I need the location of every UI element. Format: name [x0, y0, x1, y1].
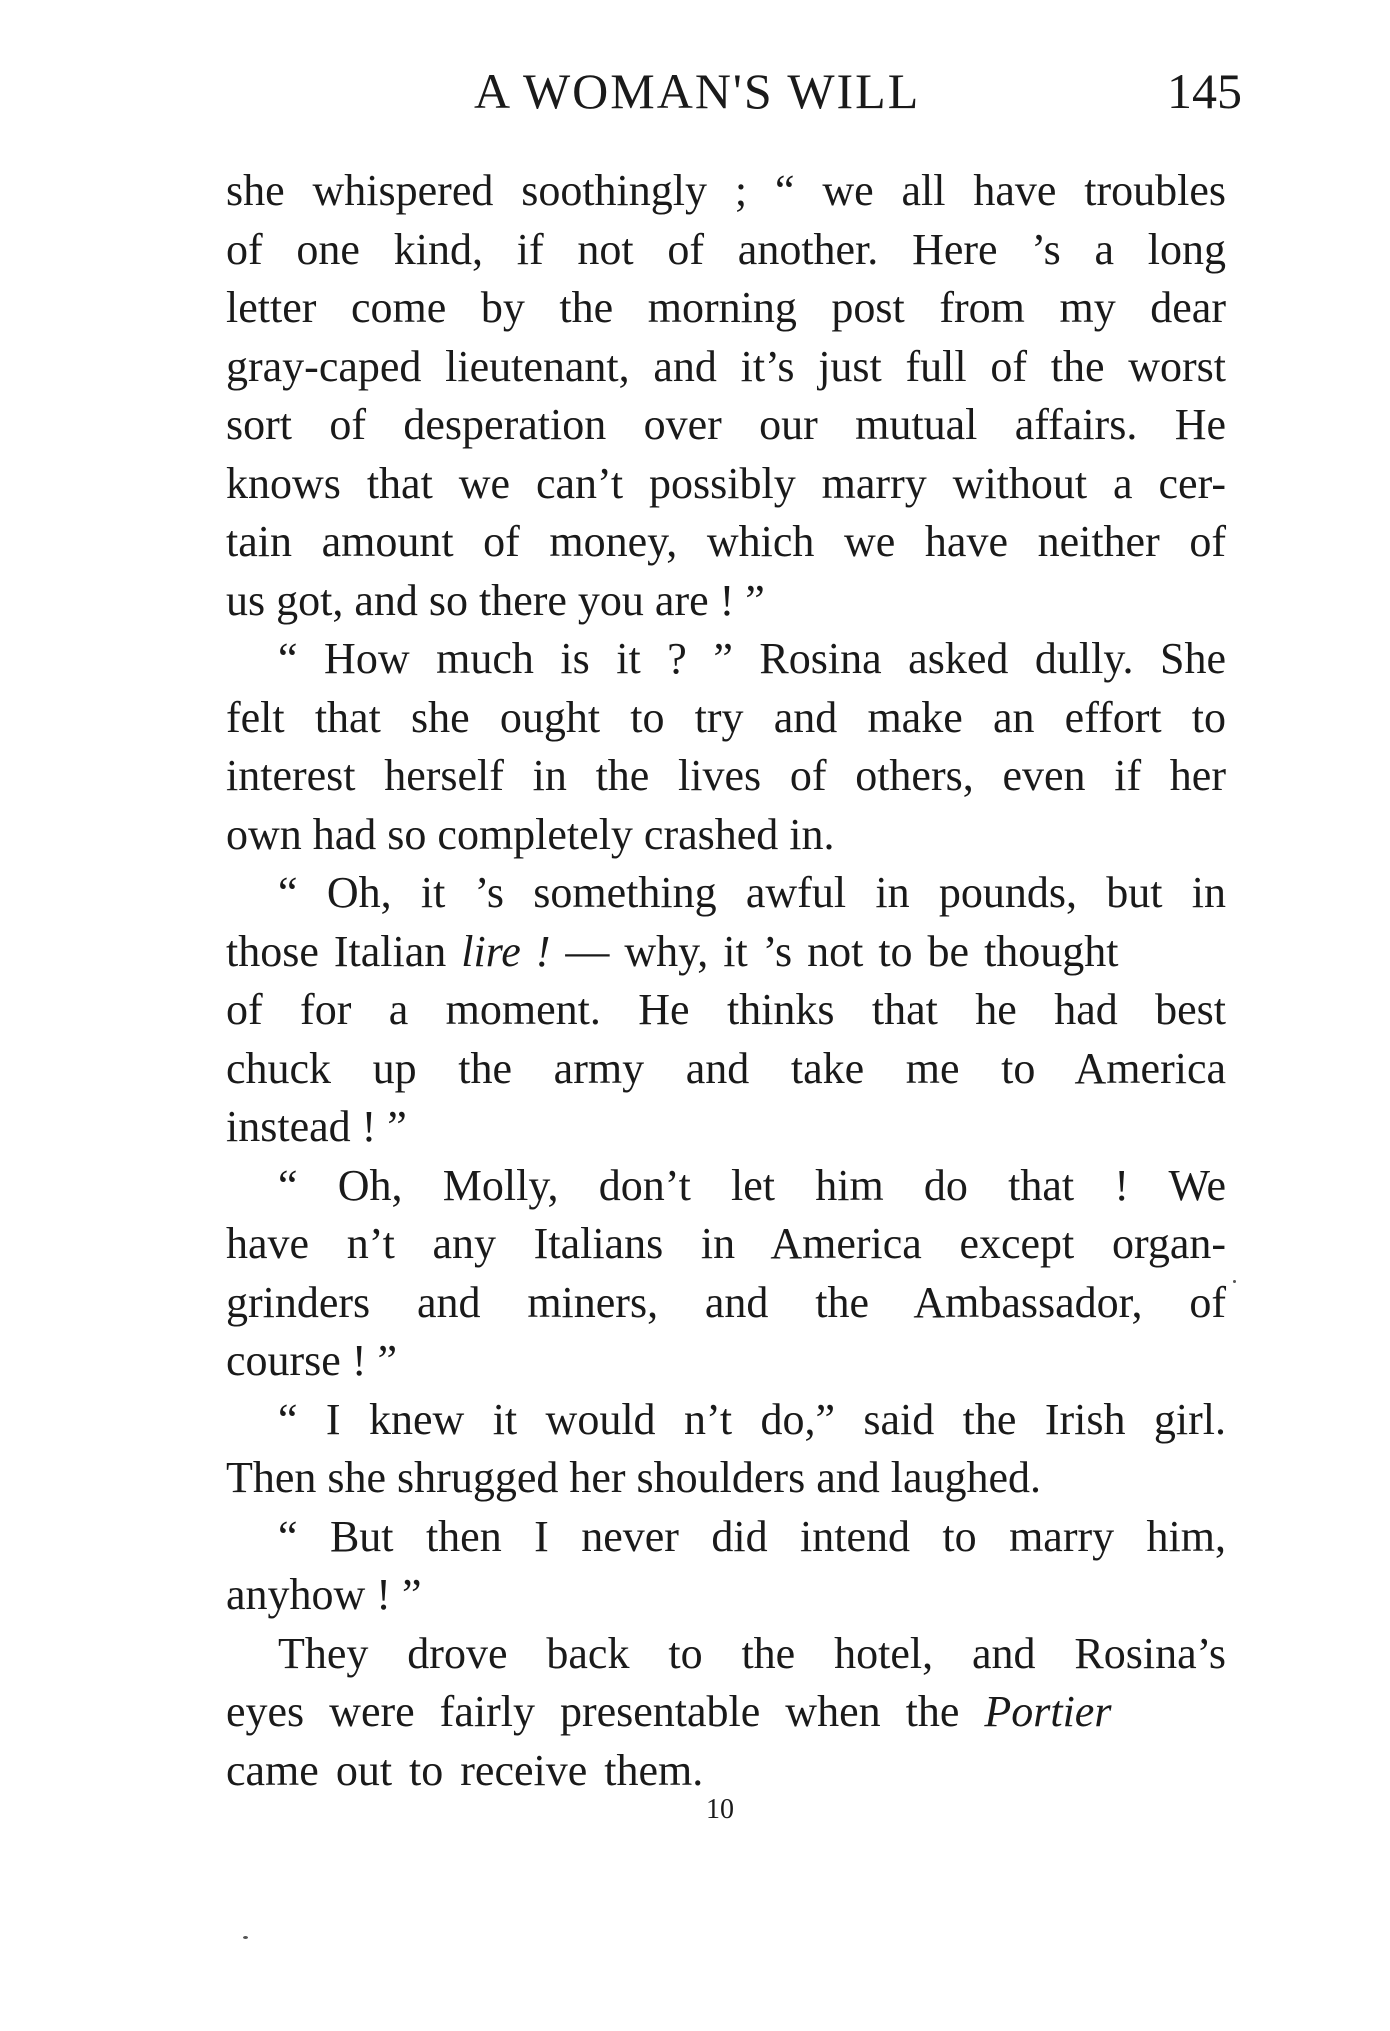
text-line: course ! ”: [226, 1336, 398, 1385]
text-span: those Italian: [226, 926, 462, 976]
paper-speck: [243, 1936, 248, 1939]
text-line: came out to receive them.: [226, 1745, 704, 1795]
text-line: chuck up the army and take me to America: [226, 1043, 1226, 1093]
text-line: instead ! ”: [226, 1102, 407, 1151]
italic-word: lire !: [461, 926, 551, 976]
running-title: A WOMAN'S WILL: [474, 63, 921, 119]
text-line: tain amount of money, which we have neither of: [226, 517, 1226, 566]
text-line: Then she shrugged her shoulders and laughed.: [226, 1453, 1042, 1502]
text-line: “ Oh, Molly, don’t let him do that ! We: [278, 1160, 1226, 1210]
text-line: sort of desperation over our mutual affairs. He: [226, 400, 1226, 449]
text-line: gray-caped lieutenant, and it’s just full of the worst: [226, 341, 1226, 391]
running-head: [474, 62, 1242, 132]
text-line: of for a moment. He thinks that he had best: [226, 985, 1226, 1034]
signature-mark: 10: [706, 1794, 734, 1825]
text-line: “ Oh, it ’s something awful in pounds, but in: [278, 868, 1226, 917]
text-line: knows that we can’t possibly marry without a cer-: [226, 458, 1226, 508]
text-span: — why, it ’s not to be thought: [550, 926, 1119, 976]
text-line-with-italic: [226, 923, 1226, 982]
body-text: [226, 162, 1226, 1800]
text-span: eyes were fairly presentable when the: [226, 1687, 985, 1736]
text-line-with-italic: [226, 1683, 1226, 1742]
paper-speck: [1233, 1280, 1236, 1283]
text-line: she whispered soothingly ; “ we all have troubles: [226, 166, 1226, 215]
text-line: have n’t any Italians in America except organ-: [226, 1219, 1226, 1268]
text-line: grinders and miners, and the Ambassador, of: [226, 1277, 1226, 1327]
text-line: “ I knew it would n’t do,” said the Irish girl.: [278, 1394, 1226, 1444]
text-line: own had so completely crashed in.: [226, 809, 835, 859]
text-line: They drove back to the hotel, and Rosina’s: [278, 1628, 1226, 1678]
italic-word: Portier: [984, 1687, 1112, 1736]
text-line: anyhow ! ”: [226, 1570, 422, 1619]
text-line: felt that she ought to try and make an effort to: [226, 692, 1226, 742]
text-line: of one kind, if not of another. Here ’s a long: [226, 224, 1226, 274]
page-number: 145: [1167, 63, 1242, 119]
text-line: letter come by the morning post from my dear: [226, 283, 1226, 332]
text-line: us got, and so there you are ! ”: [226, 575, 765, 625]
text-line: “ How much is it ? ” Rosina asked dully. She: [278, 634, 1226, 683]
text-line: “ But then I never did intend to marry him,: [278, 1511, 1226, 1561]
text-line: interest herself in the lives of others, even if her: [226, 751, 1226, 800]
